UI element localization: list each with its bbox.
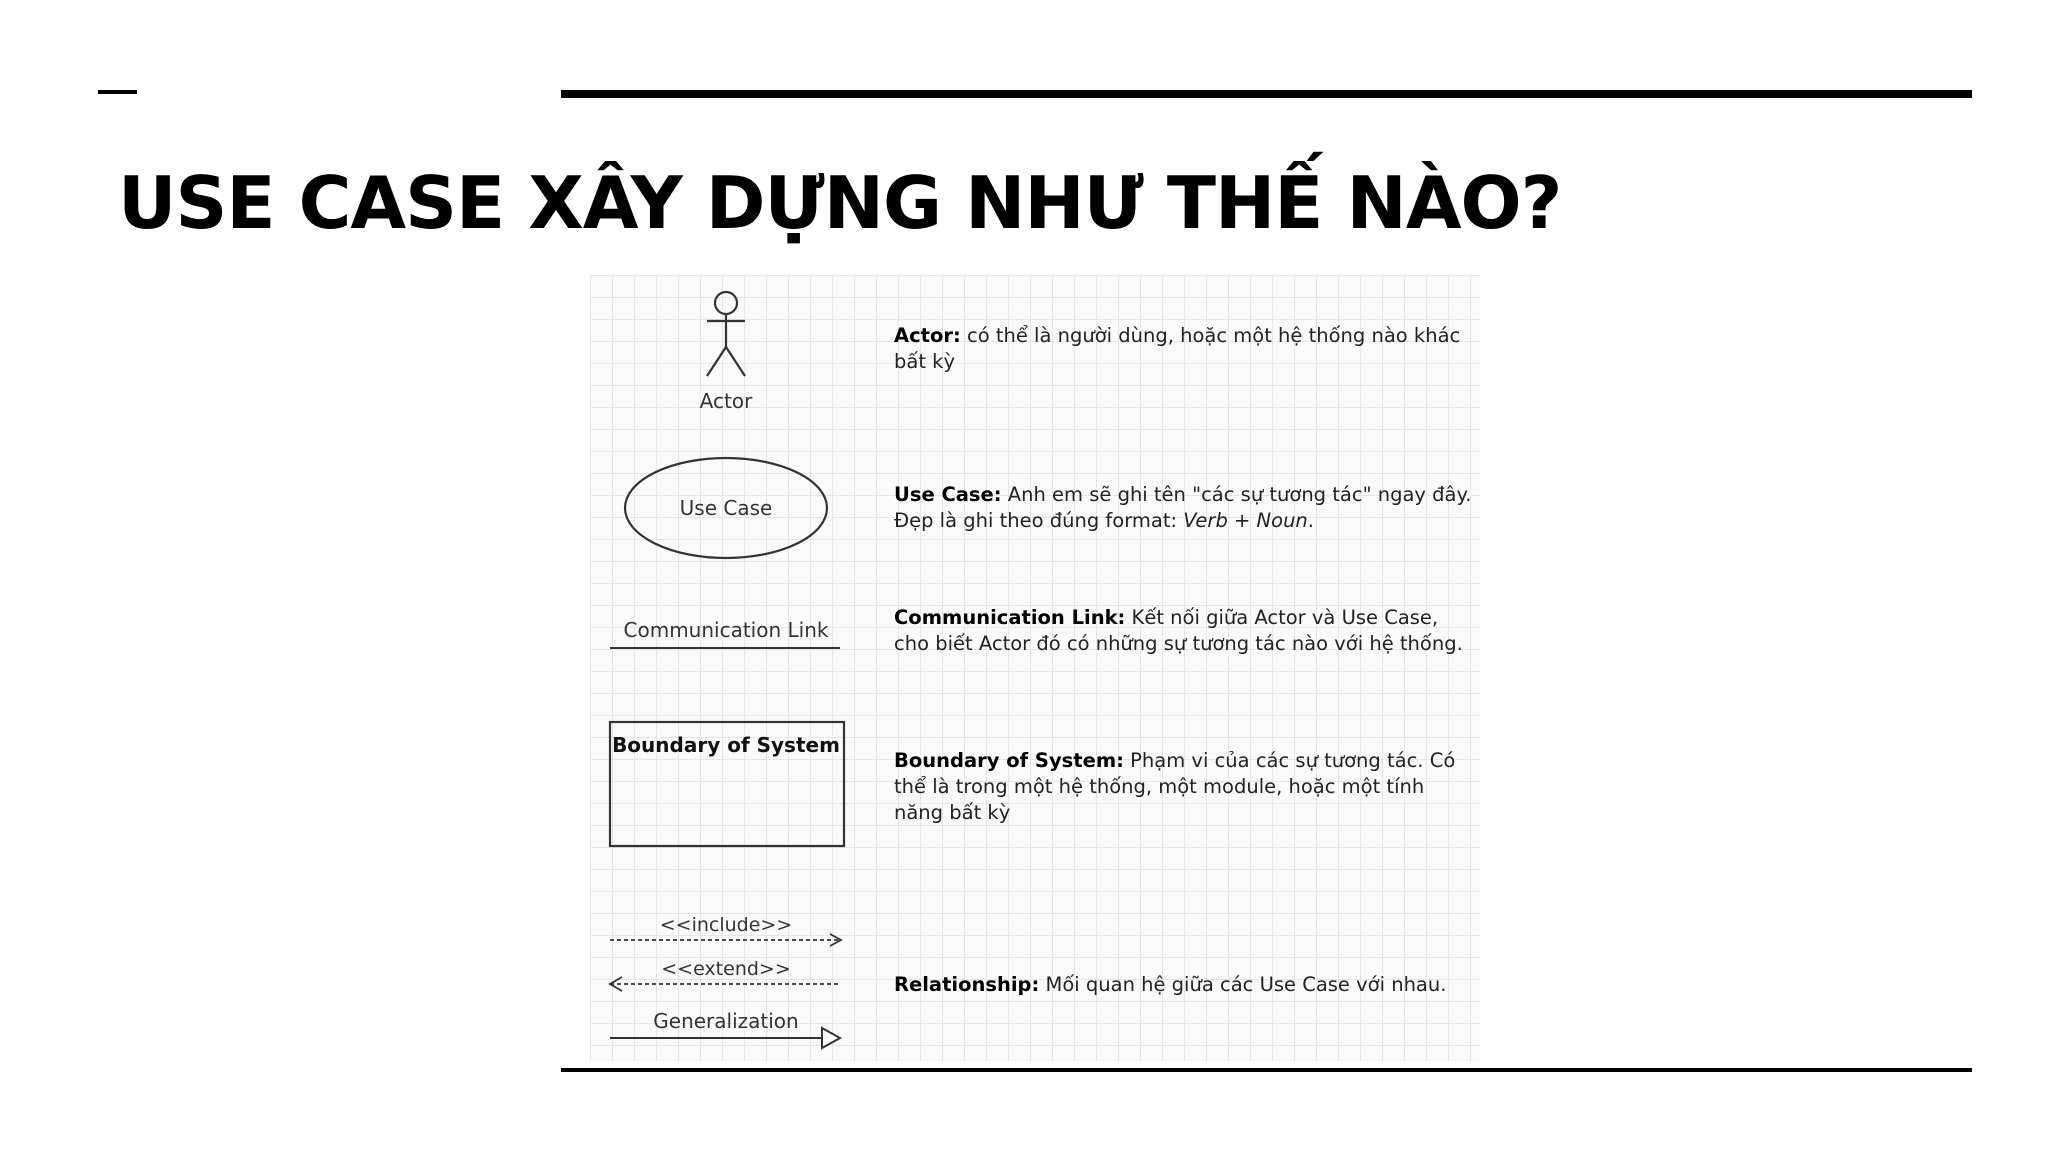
use-case-legend-figure bbox=[590, 275, 1480, 1061]
boundary-term: Boundary of System: bbox=[894, 749, 1124, 772]
use-case-format-example: Verb + Noun bbox=[1183, 509, 1308, 532]
page-title: USE CASE XÂY DỰNG NHƯ THẾ NÀO? bbox=[118, 161, 1562, 245]
extend-label: <<extend>> bbox=[661, 958, 791, 980]
relationship-term: Relationship: bbox=[894, 973, 1040, 996]
use-case-term: Use Case: bbox=[894, 483, 1002, 506]
include-label: <<include>> bbox=[659, 914, 793, 936]
use-case-symbol-label: Use Case bbox=[679, 496, 773, 520]
actor-description-text: có thể là người dùng, hoặc một hệ thống nào khác bất kỳ bbox=[894, 324, 1461, 373]
communication-link-description bbox=[894, 605, 1474, 657]
actor-term: Actor: bbox=[894, 324, 961, 347]
legend-symbols bbox=[590, 275, 1480, 1061]
communication-link-description-text: Kết nối giữa Actor và Use Case, cho biết Actor đó có những sự tương tác nào với hệ thống. bbox=[894, 606, 1463, 655]
relationship-description bbox=[894, 972, 1474, 998]
actor-icon bbox=[707, 292, 745, 376]
boundary-symbol-label: Boundary of System bbox=[612, 733, 840, 757]
top-rule bbox=[561, 90, 1972, 98]
communication-link-term: Communication Link: bbox=[894, 606, 1126, 629]
communication-link-symbol-label: Communication Link bbox=[623, 618, 829, 642]
bottom-rule bbox=[561, 1068, 1972, 1072]
boundary-description-text: Phạm vi của các sự tương tác. Có thể là trong một hệ thống, một module, hoặc một tính năng bất kỳ bbox=[894, 749, 1456, 824]
use-case-format-suffix: . bbox=[1307, 509, 1314, 532]
actor-description bbox=[894, 323, 1474, 375]
accent-dash bbox=[98, 90, 137, 94]
generalization-label: Generalization bbox=[653, 1009, 799, 1033]
actor-symbol-label: Actor bbox=[699, 389, 753, 413]
use-case-description-text: Anh em sẽ ghi tên "các sự tương tác" ngay đây. Đẹp là ghi theo đúng format: bbox=[894, 483, 1472, 532]
boundary-description bbox=[894, 748, 1474, 826]
use-case-description bbox=[894, 482, 1474, 534]
relationship-description-text: Mối quan hệ giữa các Use Case với nhau. bbox=[1039, 973, 1447, 996]
